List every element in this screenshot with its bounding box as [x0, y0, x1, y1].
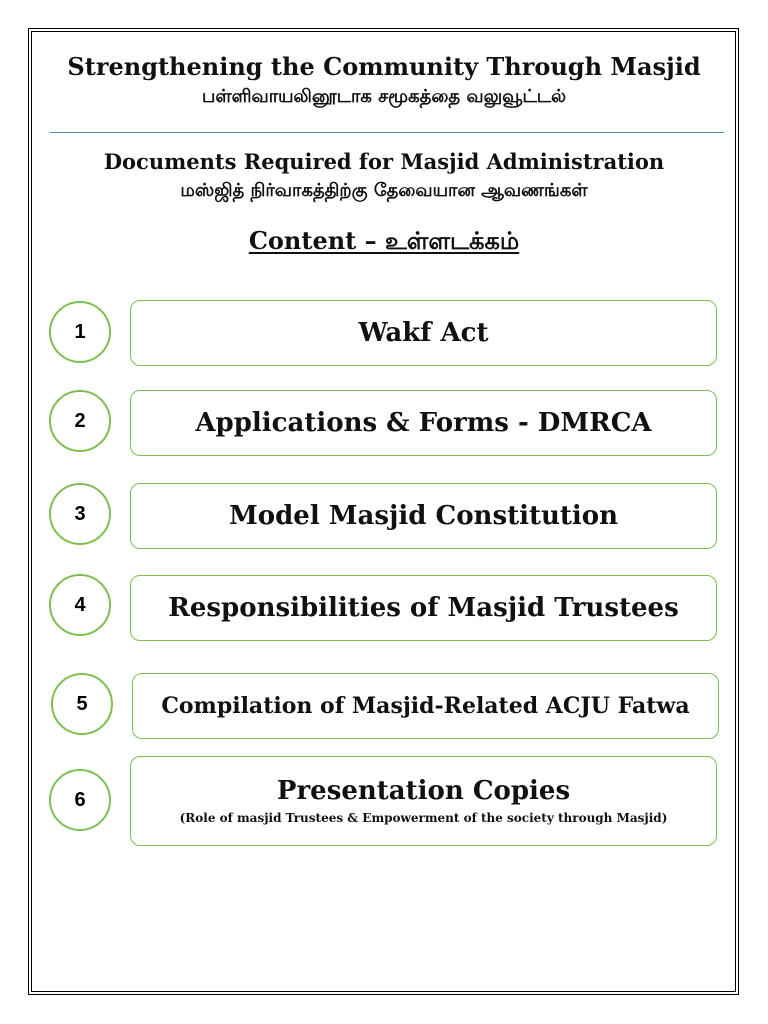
- content-item-applications-forms[interactable]: [130, 390, 717, 456]
- page-title-tamil: பள்ளிவாயலினூடாக சமூகத்தை வலுவூட்டல்: [201, 86, 567, 107]
- content-item-presentation-copies[interactable]: [130, 756, 717, 846]
- item-title: Wakf Act: [358, 317, 489, 348]
- content-item-trustee-responsibilities[interactable]: [130, 575, 717, 641]
- item-number-6: 6: [49, 769, 111, 831]
- item-title: Applications & Forms - DMRCA: [195, 407, 652, 438]
- content-heading-text: Content – உள்ளடக்கம்: [248, 226, 520, 255]
- item-title: Model Masjid Constitution: [228, 500, 619, 531]
- page-title: Strengthening the Community Through Masjid: [67, 52, 701, 81]
- document-subtitle: Documents Required for Masjid Administration: [103, 149, 665, 174]
- item-number-4: 4: [49, 574, 111, 636]
- content-item-wakf-act[interactable]: [130, 300, 717, 366]
- item-title: Compilation of Masjid-Related ACJU Fatwa: [161, 692, 690, 719]
- item-number-2: 2: [49, 390, 111, 452]
- document-subtitle-tamil: மஸ்ஜித் நிர்வாகத்திற்கு தேவையான ஆவணங்கள்: [180, 180, 588, 201]
- item-number-5: 5: [51, 673, 113, 735]
- item-number-1: 1: [49, 301, 111, 363]
- item-title: Presentation Copies: [276, 775, 571, 806]
- content-item-acju-fatwa[interactable]: [132, 673, 719, 739]
- item-subtitle: (Role of masjid Trustees & Empowerment of the society through Masjid): [179, 811, 668, 826]
- item-number-3: 3: [49, 483, 111, 545]
- content-item-model-constitution[interactable]: [130, 483, 717, 549]
- content-heading: [0, 226, 768, 258]
- header-divider: [50, 132, 724, 133]
- item-title: Responsibilities of Masjid Trustees: [168, 592, 679, 623]
